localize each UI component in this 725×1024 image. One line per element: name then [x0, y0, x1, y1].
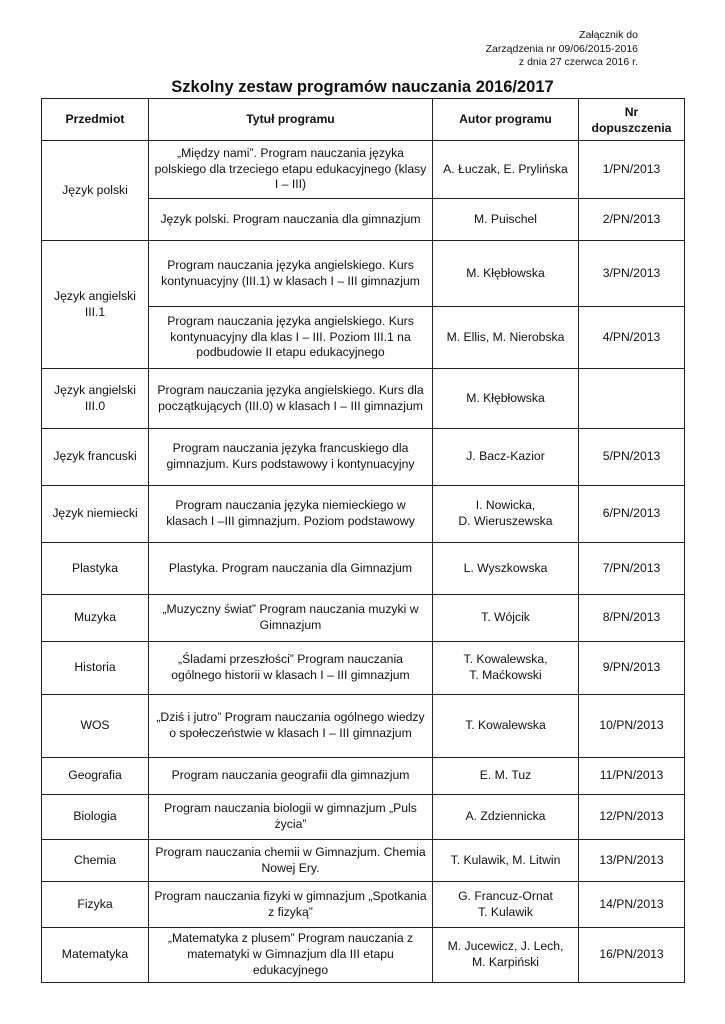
subject-cell: Język niemiecki: [42, 486, 149, 543]
number-cell: 4/PN/2013: [579, 307, 685, 369]
subject-cell: Chemia: [42, 840, 149, 882]
attachment-line-2: Zarządzenia nr 09/06/2015-2016: [485, 42, 638, 55]
attachment-line-3: z dnia 27 czerwca 2016 r.: [518, 56, 638, 68]
author-cell: [433, 486, 579, 543]
program-cell: Program nauczania geografii dla gimnazjum: [149, 758, 433, 795]
author-cell: A. Zdziennicka: [433, 795, 579, 840]
number-cell: 6/PN/2013: [579, 486, 685, 543]
author-cell: A. Łuczak, E. Prylińska: [433, 141, 579, 199]
table-row: [42, 486, 685, 543]
number-cell: 7/PN/2013: [579, 543, 685, 595]
number-cell: 1/PN/2013: [579, 141, 685, 199]
number-cell: 2/PN/2013: [579, 199, 685, 241]
table-row: [42, 758, 685, 795]
author-cell: M. Kłębłowska: [433, 241, 579, 307]
program-table: [41, 98, 685, 983]
subject-cell: Historia: [42, 642, 149, 695]
program-cell: Program nauczania biologii w gimnazjum „Puls życia”: [149, 795, 433, 840]
author-cell: T. Wójcik: [433, 595, 579, 642]
table-row: [42, 928, 685, 983]
subject-cell: WOS: [42, 695, 149, 758]
number-cell: 12/PN/2013: [579, 795, 685, 840]
table-row: [42, 241, 685, 307]
program-cell: Program nauczania języka angielskiego. Kurs kontynuacyjny dla klas I – III. Poziom III.1 na podbudowie II etapu edukacyjnego: [149, 307, 433, 369]
program-cell: Plastyka. Program nauczania dla Gimnazjum: [149, 543, 433, 595]
program-cell: Język polski. Program nauczania dla gimnazjum: [149, 199, 433, 241]
subject-cell: Fizyka: [42, 882, 149, 928]
number-cell: 5/PN/2013: [579, 429, 685, 486]
author-cell: E. M. Tuz: [433, 758, 579, 795]
header-number: [579, 99, 685, 141]
subject-cell: Język angielski III.1: [42, 241, 149, 369]
document-title: Szkolny zestaw programów nauczania 2016/2017: [171, 78, 554, 96]
number-cell: 3/PN/2013: [579, 241, 685, 307]
author-cell: [433, 642, 579, 695]
program-cell: „Matematyka z plusem” Program nauczania z matematyki w Gimnazjum dla III etapu edukacyjnego: [149, 928, 433, 983]
subject-cell: Matematyka: [42, 928, 149, 983]
number-cell: 8/PN/2013: [579, 595, 685, 642]
program-cell: „Między nami”. Program nauczania języka polskiego dla trzeciego etapu edukacyjnego (klasy I – III): [149, 141, 433, 199]
author-line-2: T. Kulawik: [478, 904, 533, 919]
author-line-2: M. Karpiński: [471, 955, 540, 969]
table-row: [42, 882, 685, 928]
header-subject: Przedmiot: [42, 99, 149, 141]
author-cell: T. Kowalewska: [433, 695, 579, 758]
number-cell: 14/PN/2013: [579, 882, 685, 928]
number-cell: 16/PN/2013: [579, 928, 685, 983]
subject-cell: Biologia: [42, 795, 149, 840]
header-number-line-1: Nr: [624, 104, 639, 119]
subject-cell: Język angielski III.0: [42, 369, 149, 429]
subject-cell: Geografia: [42, 758, 149, 795]
table-row: [42, 141, 685, 199]
number-cell: 10/PN/2013: [579, 695, 685, 758]
program-cell: Program nauczania języka niemieckiego w klasach I –III gimnazjum. Poziom podstawowy: [149, 486, 433, 543]
author-line-1: I. Nowicka,: [475, 498, 536, 513]
table-row: [42, 642, 685, 695]
number-cell: 11/PN/2013: [579, 758, 685, 795]
attachment-line-1: Załącznik do: [579, 29, 638, 41]
table-header-row: [42, 99, 685, 141]
author-cell: [433, 882, 579, 928]
program-cell: „Muzyczny świat” Program nauczania muzyki w Gimnazjum: [149, 595, 433, 642]
program-cell: „Śladami przeszłości” Program nauczania ogólnego historii w klasach I – III gimnazjum: [149, 642, 433, 695]
header-author: Autor programu: [433, 99, 579, 141]
author-line-1: G. Francuz-Ornat: [458, 888, 553, 903]
author-line-1: T. Kowalewska,: [463, 652, 548, 667]
author-line-1: M. Jucewicz, J. Lech,: [447, 939, 564, 954]
table-row: [42, 369, 685, 429]
author-cell: J. Bacz-Kazior: [433, 429, 579, 486]
subject-cell: Język francuski: [42, 429, 149, 486]
author-line-2: D. Wieruszewska: [458, 514, 553, 528]
program-cell: Program nauczania języka francuskiego dla gimnazjum. Kurs podstawowy i kontynuacyjny: [149, 429, 433, 486]
author-cell: M. Ellis, M. Nierobska: [433, 307, 579, 369]
table-row: [42, 595, 685, 642]
author-line-2: T. Maćkowski: [469, 668, 542, 682]
program-cell: Program nauczania chemii w Gimnazjum. Chemia Nowej Ery.: [149, 840, 433, 882]
table-row: [42, 795, 685, 840]
number-cell: 9/PN/2013: [579, 642, 685, 695]
table-row: [42, 429, 685, 486]
author-cell: T. Kulawik, M. Litwin: [433, 840, 579, 882]
subject-cell: Plastyka: [42, 543, 149, 595]
author-cell: L. Wyszkowska: [433, 543, 579, 595]
program-cell: Program nauczania języka angielskiego. Kurs dla początkujących (III.0) w klasach I – III gimnazjum: [149, 369, 433, 429]
subject-cell: Muzyka: [42, 595, 149, 642]
number-cell: [579, 369, 685, 429]
author-cell: M. Puischel: [433, 199, 579, 241]
author-cell: M. Kłębłowska: [433, 369, 579, 429]
table-row: [42, 543, 685, 595]
table-row: [42, 840, 685, 882]
program-cell: „Dziś i jutro” Program nauczania ogólnego wiedzy o społeczeństwie w klasach I – III gimnazjum: [149, 695, 433, 758]
attachment-note: [486, 29, 638, 70]
number-cell: 13/PN/2013: [579, 840, 685, 882]
program-cell: Program nauczania fizyki w gimnazjum „Spotkania z fizyką”: [149, 882, 433, 928]
program-cell: Program nauczania języka angielskiego. Kurs kontynuacyjny (III.1) w klasach I – III gimnazjum: [149, 241, 433, 307]
table-row: [42, 695, 685, 758]
subject-cell: Język polski: [42, 141, 149, 241]
header-program-title: Tytuł programu: [149, 99, 433, 141]
author-cell: [433, 928, 579, 983]
header-number-line-2: dopuszczenia: [591, 120, 672, 135]
